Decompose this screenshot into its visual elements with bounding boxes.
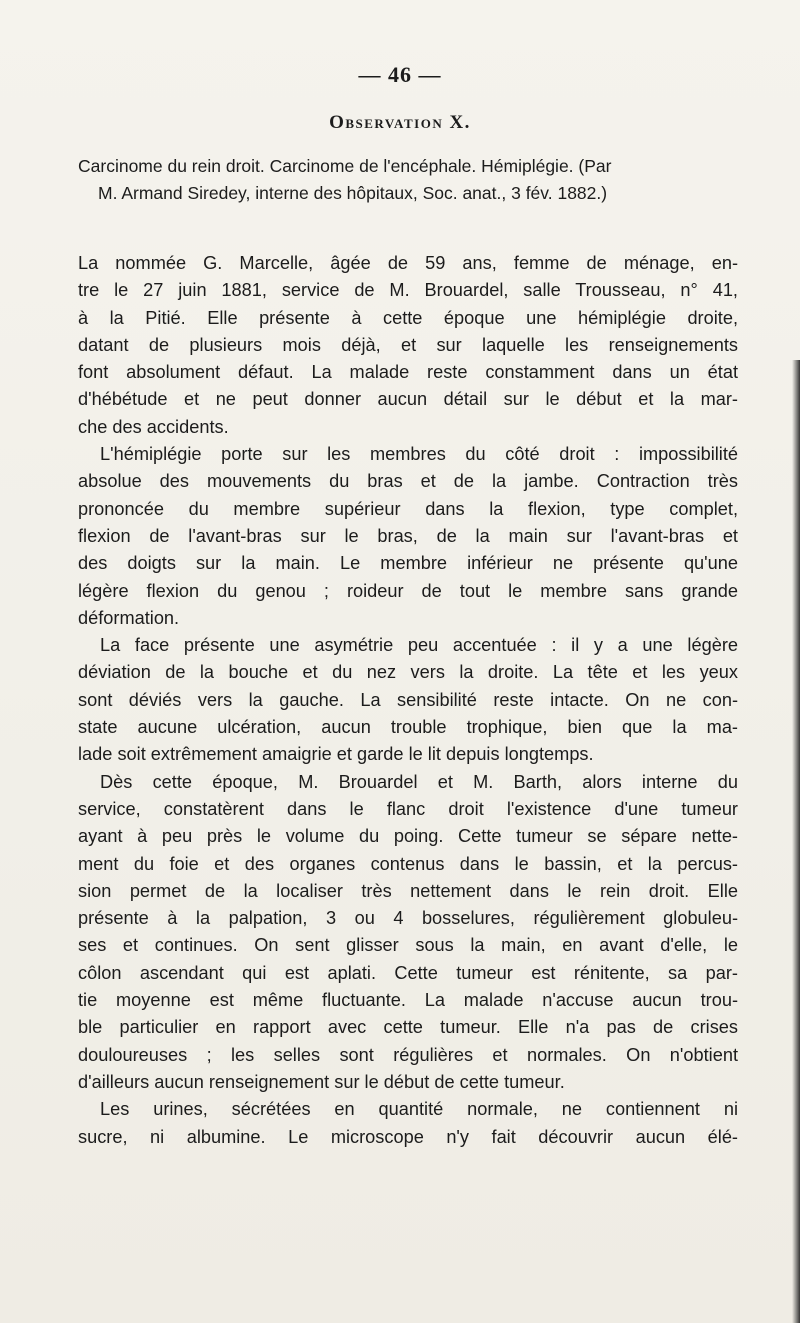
text-line: d'hébétude et ne peut donner aucun détail sur le début et la mar-: [78, 389, 738, 410]
text-line: sion permet de la localiser très nettement dans le rein droit. Elle: [78, 880, 738, 901]
text-line: sont déviés vers la gauche. La sensibilité reste intacte. On ne con-: [78, 689, 738, 710]
text-line: datant de plusieurs mois déjà, et sur laquelle les renseignements: [78, 334, 738, 355]
text-line: tre le 27 juin 1881, service de M. Brouardel, salle Trousseau, n° 41,: [78, 280, 738, 301]
observation-title: Observation X.: [329, 112, 471, 133]
text-line: state aucune ulcération, aucun trouble trophique, bien que la ma-: [78, 717, 738, 738]
subtitle-line: M. Armand Siredey, interne des hôpitaux, Soc. anat., 3 fév. 1882.): [98, 183, 608, 203]
text-line: che des accidents.: [78, 416, 229, 437]
text-line: des doigts sur la main. Le membre inférieur ne présente qu'une: [78, 553, 738, 574]
paragraph: [78, 441, 738, 632]
text-line: service, constatèrent dans le flanc droit l'existence d'une tumeur: [78, 798, 738, 819]
paragraph: [78, 769, 738, 1097]
text-line: ment du foie et des organes contenus dans le bassin, et la percus-: [78, 853, 738, 874]
text-line: tie moyenne est même fluctuante. La malade n'accuse aucun trou-: [78, 990, 738, 1011]
text-line: Dès cette époque, M. Brouardel et M. Barth, alors interne du: [100, 771, 738, 792]
text-line: légère flexion du genou ; roideur de tout le membre sans grande: [78, 580, 738, 601]
text-line: prononcée du membre supérieur dans la flexion, type complet,: [78, 498, 738, 519]
text-line: lade soit extrêmement amaigrie et garde le lit depuis longtemps.: [78, 744, 594, 765]
text-line: font absolument défaut. La malade reste constamment dans un état: [78, 362, 738, 383]
observation-subtitle: [78, 153, 728, 207]
text-line: d'ailleurs aucun renseignement sur le début de cette tumeur.: [78, 1071, 565, 1092]
text-line: ses et continues. On sent glisser sous la main, en avant d'elle, le: [78, 935, 738, 956]
text-line: Les urines, sécrétées en quantité normale, ne contiennent ni: [100, 1099, 738, 1120]
text-line: ble particulier en rapport avec cette tumeur. Elle n'a pas de crises: [78, 1017, 738, 1038]
text-line: douloureuses ; les selles sont régulières et normales. On n'obtient: [78, 1044, 738, 1065]
text-line: ayant à peu près le volume du poing. Cette tumeur se sépare nette-: [78, 826, 738, 847]
paragraph: [78, 250, 738, 441]
subtitle-line: Carcinome du rein droit. Carcinome de l'encéphale. Hémiplégie. (Par: [78, 156, 612, 176]
text-line: La nommée G. Marcelle, âgée de 59 ans, femme de ménage, en-: [78, 253, 738, 273]
text-line: déviation de la bouche et du nez vers la droite. La tête et les yeux: [78, 662, 738, 683]
text-line: à la Pitié. Elle présente à cette époque une hémiplégie droite,: [78, 307, 738, 328]
text-line: La face présente une asymétrie peu accentuée : il y a une légère: [100, 635, 738, 656]
page-number: — 46 —: [358, 62, 442, 87]
paragraph: [78, 1096, 738, 1151]
text-line: côlon ascendant qui est aplati. Cette tumeur est rénitente, sa par-: [78, 962, 738, 983]
text-line: présente à la palpation, 3 ou 4 bosselures, régulièrement globuleu-: [78, 908, 738, 929]
text-line: déformation.: [78, 607, 180, 628]
text-line: L'hémiplégie porte sur les membres du côté droit : impossibilité: [100, 444, 738, 465]
body-text: [78, 250, 738, 1151]
text-line: absolue des mouvements du bras et de la jambe. Contraction très: [78, 471, 738, 492]
page-edge-shadow: [792, 360, 800, 1323]
text-line: flexion de l'avant-bras sur le bras, de la main sur l'avant-bras et: [78, 525, 738, 546]
paragraph: [78, 632, 738, 768]
text-line: sucre, ni albumine. Le microscope n'y fait découvrir aucun élé-: [78, 1126, 738, 1147]
